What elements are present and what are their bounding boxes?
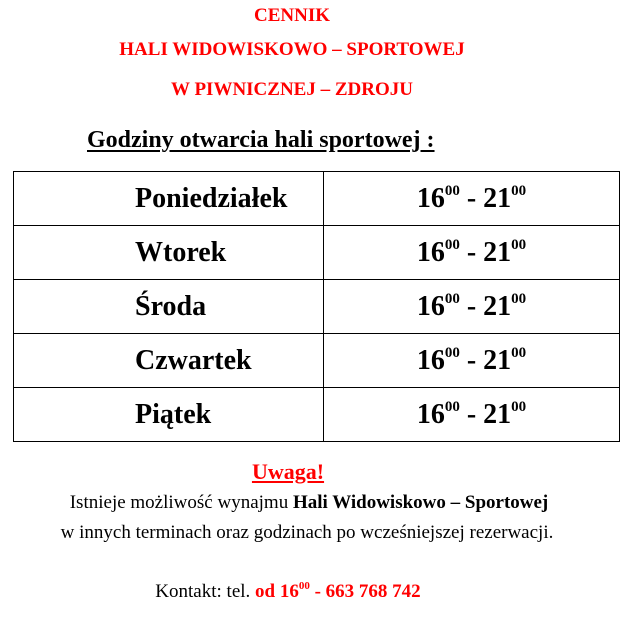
hall-name: Hali Widowiskowo – Sportowej [292,492,549,513]
day-name: Piątek [14,388,324,442]
contact-phone: - 663 768 742 [309,581,421,602]
table-row [14,172,620,226]
notice-title: Uwaga! [251,459,325,484]
table-row [14,226,620,280]
hours-range: $16^{00} - 21^{00}$ [324,172,620,226]
hours-range: $16^{00} - 21^{00}$ [324,226,620,280]
contact-line: Kontakt: tel. od $16^{00} - 663$ 768 742 [155,580,421,602]
day-name: Czwartek [14,334,324,388]
header-title-location: W PIWNICZNEJ – ZDROJU [171,79,413,100]
contact-hours: od $16^{00}$ [255,580,310,602]
table-row [14,388,620,442]
hours-range: $16^{00} - 21^{00}$ [324,388,620,442]
hours-range: $16^{00} - 21^{00}$ [324,280,620,334]
hours-range: $16^{00} - 21^{00}$ [324,334,620,388]
header-title-cennik: CENNIK [253,5,330,26]
header-title-hall: HALI WIDOWISKOWO – SPORTOWEJ [119,39,465,60]
day-name: Środa [14,280,324,334]
day-name: Poniedziałek [14,172,324,226]
table-row [14,334,620,388]
day-name: Wtorek [14,226,324,280]
notice-text-line-2: w innych terminach oraz godzinach po wcześniejszej rezerwacji. [60,522,554,543]
table-row [14,280,620,334]
notice-text-line-1: Istnieje możliwość wynajmu Hali Widowiskowo – Sportowej [69,492,549,513]
opening-hours-title: Godziny otwarcia hali sportowej : [87,127,435,153]
opening-hours-table [13,171,620,442]
